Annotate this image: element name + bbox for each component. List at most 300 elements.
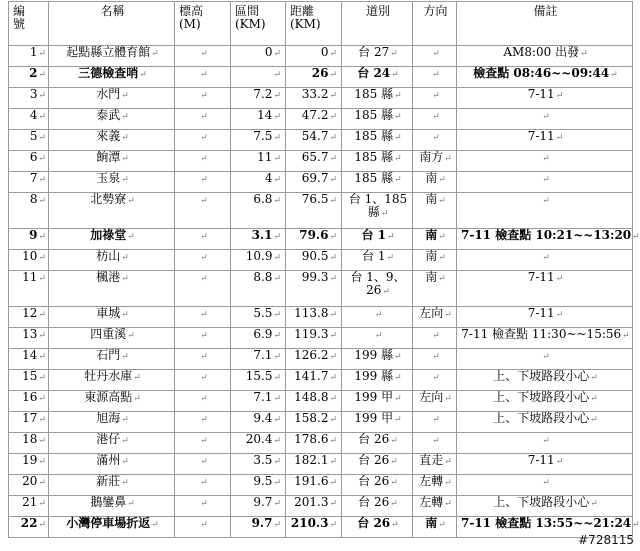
return-mark-icon: ↵	[622, 331, 630, 341]
return-mark-icon: ↵	[542, 436, 550, 446]
return-mark-icon: ↵	[432, 373, 440, 383]
cell-note	[457, 433, 633, 454]
return-mark-icon: ↵	[542, 352, 550, 362]
header-no: 編 號	[9, 2, 49, 46]
cell-interval	[231, 67, 286, 88]
header-direction: 方向	[413, 2, 457, 46]
return-mark-icon: ↵	[200, 352, 208, 362]
cell-distance: 178.6↵	[286, 433, 342, 454]
return-mark-icon: ↵	[121, 415, 129, 425]
cell-interval: 9.7↵	[231, 517, 286, 538]
cell-distance: 0↵	[286, 46, 342, 67]
return-mark-icon: ↵	[329, 91, 337, 101]
cell-interval: 11↵	[231, 151, 286, 172]
return-mark-icon: ↵	[38, 196, 46, 206]
cell-distance: 119.3↵	[286, 328, 342, 349]
cell-direction: 南↵	[413, 172, 457, 193]
return-mark-icon: ↵	[200, 274, 208, 284]
return-mark-icon: ↵	[38, 253, 46, 263]
cell-road: 199 縣↵	[342, 370, 413, 391]
cell-number: 14↵	[9, 349, 49, 370]
return-mark-icon: ↵	[273, 415, 281, 425]
return-mark-icon: ↵	[590, 373, 598, 383]
cell-road: 185 縣↵	[342, 151, 413, 172]
cell-direction	[413, 130, 457, 151]
cell-number: 6↵	[9, 151, 49, 172]
return-mark-icon: ↵	[121, 352, 129, 362]
return-mark-icon: ↵	[329, 478, 337, 488]
return-mark-icon: ↵	[329, 436, 337, 446]
return-mark-icon: ↵	[273, 331, 281, 341]
cell-elevation	[175, 454, 231, 475]
cell-road: 台 26↵	[342, 496, 413, 517]
return-mark-icon: ↵	[329, 394, 337, 404]
table-row	[9, 88, 633, 109]
return-mark-icon: ↵	[200, 196, 208, 206]
cell-elevation	[175, 349, 231, 370]
watermark: #728115	[578, 533, 634, 547]
return-mark-icon: ↵	[200, 70, 208, 80]
return-mark-icon: ↵	[580, 49, 588, 59]
return-mark-icon: ↵	[151, 49, 159, 59]
cell-interval: 7.2↵	[231, 88, 286, 109]
cell-interval: 7.5↵	[231, 130, 286, 151]
return-mark-icon: ↵	[38, 520, 46, 530]
return-mark-icon: ↵	[121, 478, 129, 488]
return-mark-icon: ↵	[432, 112, 440, 122]
return-mark-icon: ↵	[273, 436, 281, 446]
cell-direction: 南↵	[413, 193, 457, 229]
cell-interval: 4↵	[231, 172, 286, 193]
cell-number: 10↵	[9, 250, 49, 271]
return-mark-icon: ↵	[329, 352, 337, 362]
cell-note: 7-11 檢查點 11:30~~15:56↵	[457, 328, 633, 349]
return-mark-icon: ↵	[121, 133, 129, 143]
cell-name: 來義↵	[49, 130, 175, 151]
return-mark-icon: ↵	[200, 112, 208, 122]
return-mark-icon: ↵	[329, 274, 337, 284]
cell-distance: 33.2↵	[286, 88, 342, 109]
return-mark-icon: ↵	[632, 232, 640, 242]
header-interval: 區間 (KM)	[231, 2, 286, 46]
return-mark-icon: ↵	[329, 373, 337, 383]
cell-note	[457, 349, 633, 370]
return-mark-icon: ↵	[432, 436, 440, 446]
return-mark-icon: ↵	[200, 394, 208, 404]
cell-name: 三德檢查哨↵	[49, 67, 175, 88]
cell-elevation	[175, 109, 231, 130]
return-mark-icon: ↵	[200, 415, 208, 425]
cell-name: 小灣停車場折返↵	[49, 517, 175, 538]
cell-name: 加祿堂↵	[49, 229, 175, 250]
cell-elevation	[175, 271, 231, 307]
cell-interval: 3.5↵	[231, 454, 286, 475]
cell-name: 車城↵	[49, 307, 175, 328]
cell-distance: 191.6↵	[286, 475, 342, 496]
table-row	[9, 475, 633, 496]
cell-interval: 9.4↵	[231, 412, 286, 433]
return-mark-icon: ↵	[38, 70, 46, 80]
return-mark-icon: ↵	[121, 175, 129, 185]
return-mark-icon: ↵	[329, 499, 337, 509]
cell-distance: 99.3↵	[286, 271, 342, 307]
return-mark-icon: ↵	[133, 394, 141, 404]
return-mark-icon: ↵	[38, 112, 46, 122]
cell-direction: 南↵	[413, 517, 457, 538]
header-note: 備註	[457, 2, 633, 46]
cell-distance: 65.7↵	[286, 151, 342, 172]
return-mark-icon: ↵	[590, 394, 598, 404]
cell-distance: 182.1↵	[286, 454, 342, 475]
table-row	[9, 307, 633, 328]
return-mark-icon: ↵	[273, 274, 281, 284]
cell-note: 7-11 檢查點 13:55~~21:24↵	[457, 517, 633, 538]
return-mark-icon: ↵	[121, 154, 129, 164]
return-mark-icon: ↵	[329, 133, 337, 143]
header-distance: 距離 (KM)	[286, 2, 342, 46]
cell-number: 2↵	[9, 67, 49, 88]
cell-elevation	[175, 229, 231, 250]
cell-note	[457, 250, 633, 271]
return-mark-icon: ↵	[38, 133, 46, 143]
return-mark-icon: ↵	[432, 70, 440, 80]
cell-direction: 直走↵	[413, 454, 457, 475]
table-row	[9, 412, 633, 433]
return-mark-icon: ↵	[542, 112, 550, 122]
cell-road: 台 1、185 縣↵	[342, 193, 413, 229]
return-mark-icon: ↵	[38, 373, 46, 383]
return-mark-icon: ↵	[590, 499, 598, 509]
return-mark-icon: ↵	[200, 499, 208, 509]
table-row	[9, 433, 633, 454]
return-mark-icon: ↵	[273, 175, 281, 185]
return-mark-icon: ↵	[200, 457, 208, 467]
return-mark-icon: ↵	[273, 373, 281, 383]
return-mark-icon: ↵	[273, 91, 281, 101]
cell-elevation	[175, 433, 231, 454]
return-mark-icon: ↵	[432, 415, 440, 425]
cell-elevation	[175, 46, 231, 67]
return-mark-icon: ↵	[121, 310, 129, 320]
return-mark-icon: ↵	[432, 133, 440, 143]
cell-note: 7-11↵	[457, 88, 633, 109]
cell-distance: 113.8↵	[286, 307, 342, 328]
return-mark-icon: ↵	[329, 196, 337, 206]
cell-name: 港仔↵	[49, 433, 175, 454]
return-mark-icon: ↵	[329, 49, 337, 59]
cell-elevation	[175, 412, 231, 433]
return-mark-icon: ↵	[273, 70, 281, 80]
return-mark-icon: ↵	[444, 457, 452, 467]
table-row	[9, 454, 633, 475]
cell-interval: 7.1↵	[231, 391, 286, 412]
cell-direction: 南↵	[413, 229, 457, 250]
return-mark-icon: ↵	[273, 253, 281, 263]
table-row	[9, 172, 633, 193]
return-mark-icon: ↵	[273, 232, 281, 242]
cell-interval: 10.9↵	[231, 250, 286, 271]
return-mark-icon: ↵	[38, 274, 46, 284]
return-mark-icon: ↵	[391, 70, 399, 80]
return-mark-icon: ↵	[200, 175, 208, 185]
return-mark-icon: ↵	[390, 457, 398, 467]
return-mark-icon: ↵	[200, 91, 208, 101]
cell-direction	[413, 328, 457, 349]
cell-number: 17↵	[9, 412, 49, 433]
return-mark-icon: ↵	[273, 154, 281, 164]
table-row	[9, 46, 633, 67]
return-mark-icon: ↵	[38, 478, 46, 488]
return-mark-icon: ↵	[273, 352, 281, 362]
return-mark-icon: ↵	[390, 499, 398, 509]
cell-interval: 9.5↵	[231, 475, 286, 496]
return-mark-icon: ↵	[382, 287, 390, 297]
return-mark-icon: ↵	[329, 520, 337, 530]
return-mark-icon: ↵	[200, 49, 208, 59]
cell-elevation	[175, 88, 231, 109]
return-mark-icon: ↵	[127, 499, 135, 509]
return-mark-icon: ↵	[632, 520, 640, 530]
return-mark-icon: ↵	[444, 394, 452, 404]
cell-road: 199 甲↵	[342, 391, 413, 412]
table-row	[9, 496, 633, 517]
cell-direction	[413, 67, 457, 88]
cell-distance: 158.2↵	[286, 412, 342, 433]
return-mark-icon: ↵	[200, 478, 208, 488]
cell-elevation	[175, 67, 231, 88]
return-mark-icon: ↵	[444, 499, 452, 509]
cell-note: 上、下坡路段小心↵	[457, 391, 633, 412]
return-mark-icon: ↵	[329, 70, 337, 80]
cell-distance: 69.7↵	[286, 172, 342, 193]
return-mark-icon: ↵	[38, 457, 46, 467]
return-mark-icon: ↵	[542, 175, 550, 185]
return-mark-icon: ↵	[542, 253, 550, 263]
cell-road: 台 26↵	[342, 475, 413, 496]
cell-distance: 141.7↵	[286, 370, 342, 391]
return-mark-icon: ↵	[273, 520, 281, 530]
cell-note: 7-11↵	[457, 130, 633, 151]
cell-direction: 南↵	[413, 271, 457, 307]
cell-number: 4↵	[9, 109, 49, 130]
return-mark-icon: ↵	[394, 154, 402, 164]
return-mark-icon: ↵	[386, 232, 395, 242]
cell-number: 22↵	[9, 517, 49, 538]
cell-note	[457, 193, 633, 229]
cell-number: 8↵	[9, 193, 49, 229]
cell-distance: 26↵	[286, 67, 342, 88]
return-mark-icon: ↵	[200, 133, 208, 143]
return-mark-icon: ↵	[374, 331, 383, 341]
cell-note	[457, 151, 633, 172]
return-mark-icon: ↵	[38, 310, 46, 320]
return-mark-icon: ↵	[438, 232, 446, 242]
table-row	[9, 370, 633, 391]
return-mark-icon: ↵	[394, 175, 402, 185]
cell-name: 水門↵	[49, 88, 175, 109]
return-mark-icon: ↵	[444, 310, 452, 320]
cell-interval: 3.1↵	[231, 229, 286, 250]
cell-road: 185 縣↵	[342, 130, 413, 151]
return-mark-icon: ↵	[273, 478, 281, 488]
cell-road: 台 24↵	[342, 67, 413, 88]
return-mark-icon: ↵	[200, 520, 208, 530]
cell-number: 15↵	[9, 370, 49, 391]
cell-direction	[413, 433, 457, 454]
cell-interval: 0↵	[231, 46, 286, 67]
return-mark-icon: ↵	[273, 196, 281, 206]
return-mark-icon: ↵	[329, 331, 337, 341]
cell-direction: 南↵	[413, 250, 457, 271]
return-mark-icon: ↵	[127, 331, 135, 341]
return-mark-icon: ↵	[555, 457, 564, 467]
return-mark-icon: ↵	[200, 310, 208, 320]
return-mark-icon: ↵	[121, 253, 129, 263]
return-mark-icon: ↵	[386, 253, 394, 263]
return-mark-icon: ↵	[555, 91, 564, 101]
return-mark-icon: ↵	[555, 274, 564, 284]
cell-direction	[413, 370, 457, 391]
cell-name: 新莊↵	[49, 475, 175, 496]
cell-direction	[413, 88, 457, 109]
return-mark-icon: ↵	[542, 196, 550, 206]
return-mark-icon: ↵	[151, 520, 159, 530]
return-mark-icon: ↵	[139, 70, 147, 80]
cell-road: 185 縣↵	[342, 172, 413, 193]
cell-road: 199 縣↵	[342, 349, 413, 370]
return-mark-icon: ↵	[555, 133, 564, 143]
return-mark-icon: ↵	[273, 499, 281, 509]
return-mark-icon: ↵	[391, 520, 399, 530]
cell-elevation	[175, 130, 231, 151]
cell-road: 185 縣↵	[342, 109, 413, 130]
cell-elevation	[175, 250, 231, 271]
cell-road: 台 26↵	[342, 433, 413, 454]
cell-name: 石門↵	[49, 349, 175, 370]
cell-distance: 126.2↵	[286, 349, 342, 370]
cell-name: 枋山↵	[49, 250, 175, 271]
table-row	[9, 517, 633, 538]
cell-elevation	[175, 370, 231, 391]
cell-direction	[413, 349, 457, 370]
cell-note: 上、下坡路段小心↵	[457, 496, 633, 517]
cell-road: 台 26↵	[342, 517, 413, 538]
cell-name: 玉泉↵	[49, 172, 175, 193]
return-mark-icon: ↵	[438, 196, 446, 206]
cell-distance: 79.6↵	[286, 229, 342, 250]
header-road: 道別	[342, 2, 413, 46]
cell-direction: 左向↵	[413, 307, 457, 328]
cell-distance: 54.7↵	[286, 130, 342, 151]
table-row	[9, 193, 633, 229]
cell-road	[342, 328, 413, 349]
return-mark-icon: ↵	[121, 274, 129, 284]
return-mark-icon: ↵	[555, 310, 564, 320]
cell-number: 9↵	[9, 229, 49, 250]
return-mark-icon: ↵	[394, 373, 402, 383]
return-mark-icon: ↵	[121, 457, 129, 467]
return-mark-icon: ↵	[542, 478, 550, 488]
cell-road	[342, 307, 413, 328]
return-mark-icon: ↵	[438, 253, 446, 263]
cell-note: 檢查點 08:46~~09:44↵	[457, 67, 633, 88]
cell-note: 7-11↵	[457, 307, 633, 328]
cell-number: 5↵	[9, 130, 49, 151]
cell-interval: 6.9↵	[231, 328, 286, 349]
return-mark-icon: ↵	[38, 91, 46, 101]
cell-elevation	[175, 172, 231, 193]
return-mark-icon: ↵	[273, 310, 281, 320]
cell-note: 上、下坡路段小心↵	[457, 370, 633, 391]
cell-direction: 左向↵	[413, 391, 457, 412]
return-mark-icon: ↵	[38, 394, 46, 404]
route-table	[8, 1, 640, 538]
cell-name: 四重溪↵	[49, 328, 175, 349]
cell-road: 台 1、9、26↵	[342, 271, 413, 307]
return-mark-icon: ↵	[394, 352, 402, 362]
return-mark-icon: ↵	[394, 112, 402, 122]
cell-number: 11↵	[9, 271, 49, 307]
cell-elevation	[175, 328, 231, 349]
cell-direction: 左轉↵	[413, 496, 457, 517]
cell-direction: 南方↵	[413, 151, 457, 172]
cell-number: 3↵	[9, 88, 49, 109]
return-mark-icon: ↵	[380, 209, 389, 219]
cell-name: 泰武↵	[49, 109, 175, 130]
return-mark-icon: ↵	[38, 175, 46, 185]
return-mark-icon: ↵	[542, 154, 550, 164]
cell-interval: 15.5↵	[231, 370, 286, 391]
table-row	[9, 67, 633, 88]
return-mark-icon: ↵	[329, 457, 337, 467]
return-mark-icon: ↵	[444, 478, 452, 488]
return-mark-icon: ↵	[329, 310, 337, 320]
return-mark-icon: ↵	[394, 133, 402, 143]
return-mark-icon: ↵	[38, 415, 46, 425]
table-row	[9, 271, 633, 307]
cell-name: 北勢寮↵	[49, 193, 175, 229]
return-mark-icon: ↵	[390, 49, 398, 59]
return-mark-icon: ↵	[38, 331, 46, 341]
cell-distance: 210.3↵	[286, 517, 342, 538]
table-row	[9, 328, 633, 349]
cell-direction: 左轉↵	[413, 475, 457, 496]
return-mark-icon: ↵	[329, 154, 337, 164]
return-mark-icon: ↵	[200, 373, 208, 383]
cell-direction	[413, 109, 457, 130]
return-mark-icon: ↵	[273, 457, 281, 467]
cell-note: 7-11 檢查點 10:21~~13:20↵	[457, 229, 633, 250]
return-mark-icon: ↵	[610, 70, 618, 80]
return-mark-icon: ↵	[38, 499, 46, 509]
cell-note: 7-11↵	[457, 271, 633, 307]
cell-road: 199 甲↵	[342, 412, 413, 433]
return-mark-icon: ↵	[390, 478, 398, 488]
cell-interval: 8.8↵	[231, 271, 286, 307]
table-row	[9, 250, 633, 271]
cell-number: 7↵	[9, 172, 49, 193]
return-mark-icon: ↵	[329, 232, 337, 242]
return-mark-icon: ↵	[394, 91, 402, 101]
return-mark-icon: ↵	[38, 436, 46, 446]
return-mark-icon: ↵	[38, 154, 46, 164]
return-mark-icon: ↵	[38, 49, 46, 59]
cell-elevation	[175, 517, 231, 538]
return-mark-icon: ↵	[394, 394, 402, 404]
cell-name: 餉潭↵	[49, 151, 175, 172]
return-mark-icon: ↵	[38, 352, 46, 362]
return-mark-icon: ↵	[200, 436, 208, 446]
